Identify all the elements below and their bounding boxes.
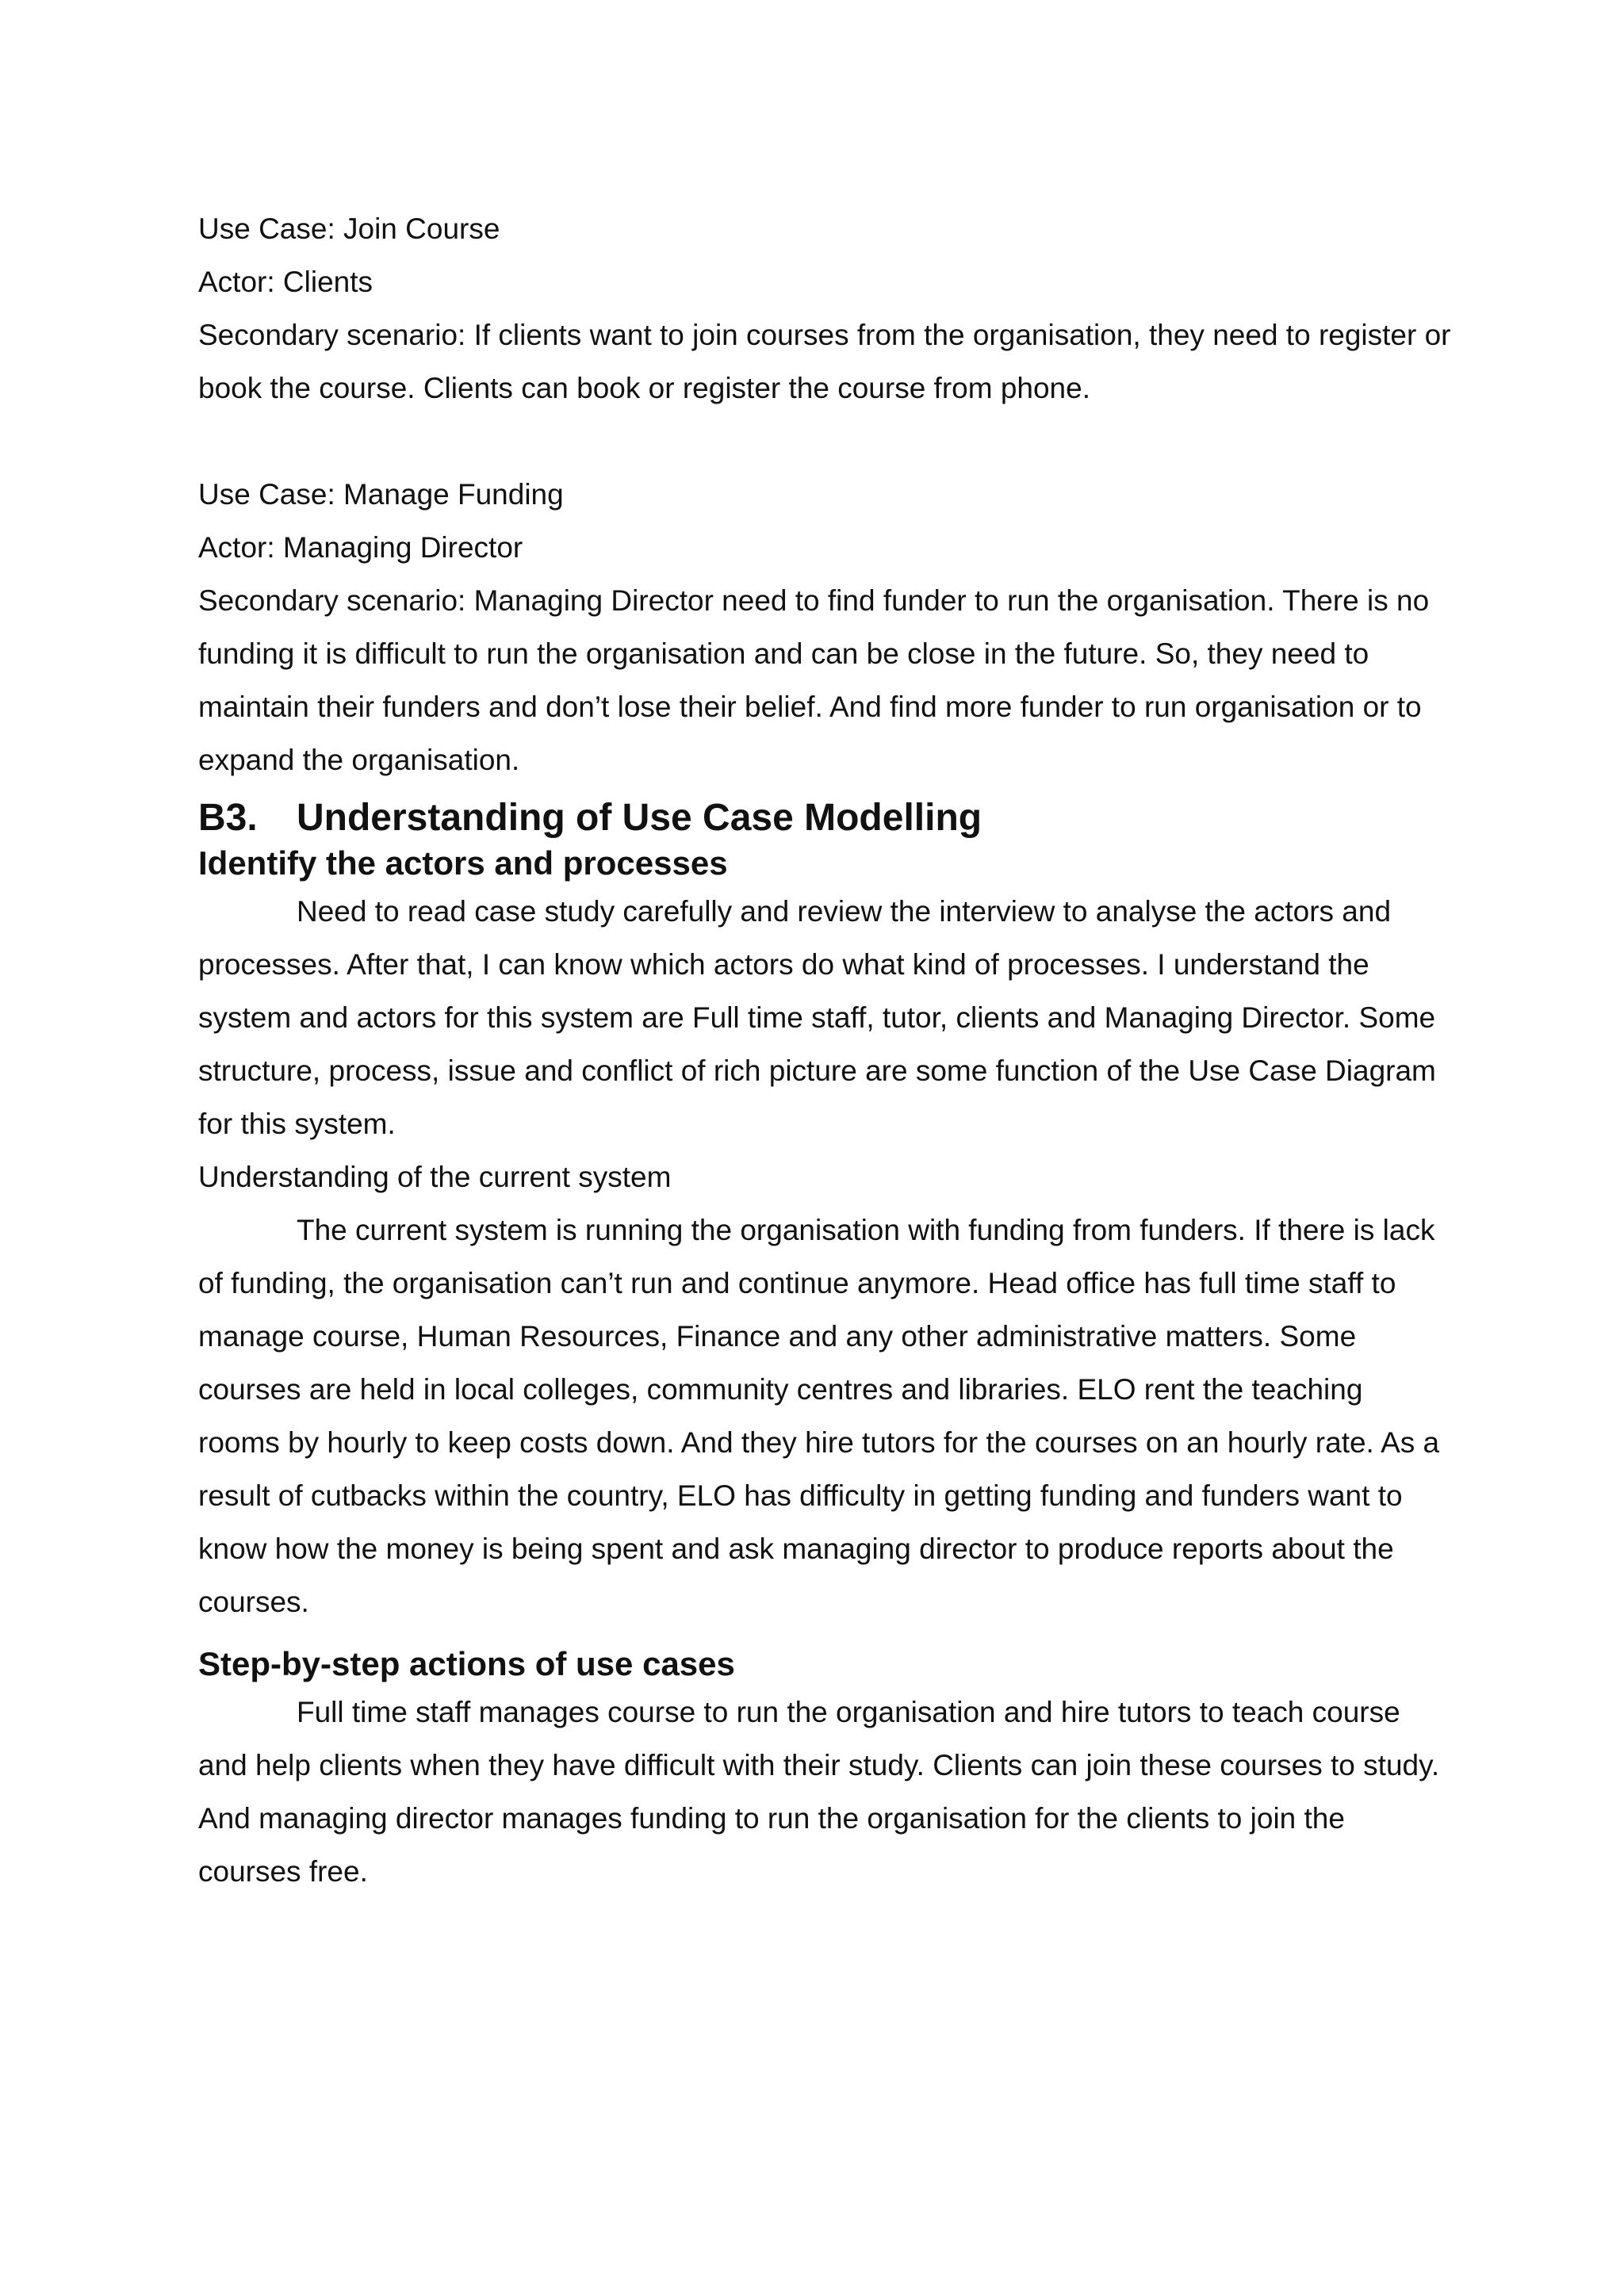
identify-actors-paragraph: Need to read case study carefully and review the interview to analyse the actors and processes. After that, I can know which actors do what kind of processes. I understand the system and actors for this system are Full time staff, tutor, clients and Managing Director. Some structure, process, issue and conflict of rich picture are some function of the Use Case Diagram for this system. <box>198 895 1436 1140</box>
use-case-join-actor: Actor: Clients <box>198 266 373 298</box>
spacer <box>198 786 1451 794</box>
heading-identify-actors: Identify the actors and processes <box>198 844 728 882</box>
use-case-funding-title: Use Case: Manage Funding <box>198 478 564 511</box>
heading-step-by-step: Step-by-step actions of use cases <box>198 1645 735 1682</box>
use-case-join-scenario: Secondary scenario: If clients want to join courses from the organisation, they need to register or book the course. Clients can book or register the course from phone. <box>198 319 1451 404</box>
section-number: B3. <box>198 797 258 839</box>
use-case-funding-actor: Actor: Managing Director <box>198 531 523 564</box>
current-system-paragraph: The current system is running the organisation with funding from funders. If there is lack of funding, the organisation can’t run and continue anymore. Head office has full time staff to manage course, Human Resources, Finance and any other administrative matters. Some courses are held in local colleges, community centres and libraries. ELO rent the teaching rooms by hourly to keep costs down. And they hire tutors for the courses on an hourly rate. As a result of cutbacks within the country, ELO has difficulty in getting funding and funders want to know how the money is being spent and ask managing director to produce reports about the courses. <box>198 1214 1440 1618</box>
section-title: Understanding of Use Case Modelling <box>297 797 982 839</box>
current-system-subheading: Understanding of the current system <box>198 1161 672 1193</box>
spacer <box>198 415 1451 468</box>
document-page <box>198 202 1451 1898</box>
use-case-funding-scenario: Secondary scenario: Managing Director need to find funder to run the organisation. There is no funding it is difficult to run the organisation and can be close in the future. So, they need to maintain their funders and don’t lose their belief. And find more funder to run organisation or to expand the organisation. <box>198 584 1430 776</box>
use-case-join-title: Use Case: Join Course <box>198 212 500 245</box>
section-heading-b3 <box>198 794 1451 842</box>
spacer <box>198 1628 1451 1643</box>
step-by-step-paragraph: Full time staff manages course to run the organisation and hire tutors to teach course and help clients when they have difficult with their study. Clients can join these courses to study. And managing director manages funding to run the organisation for the clients to join the courses free. <box>198 1696 1440 1888</box>
